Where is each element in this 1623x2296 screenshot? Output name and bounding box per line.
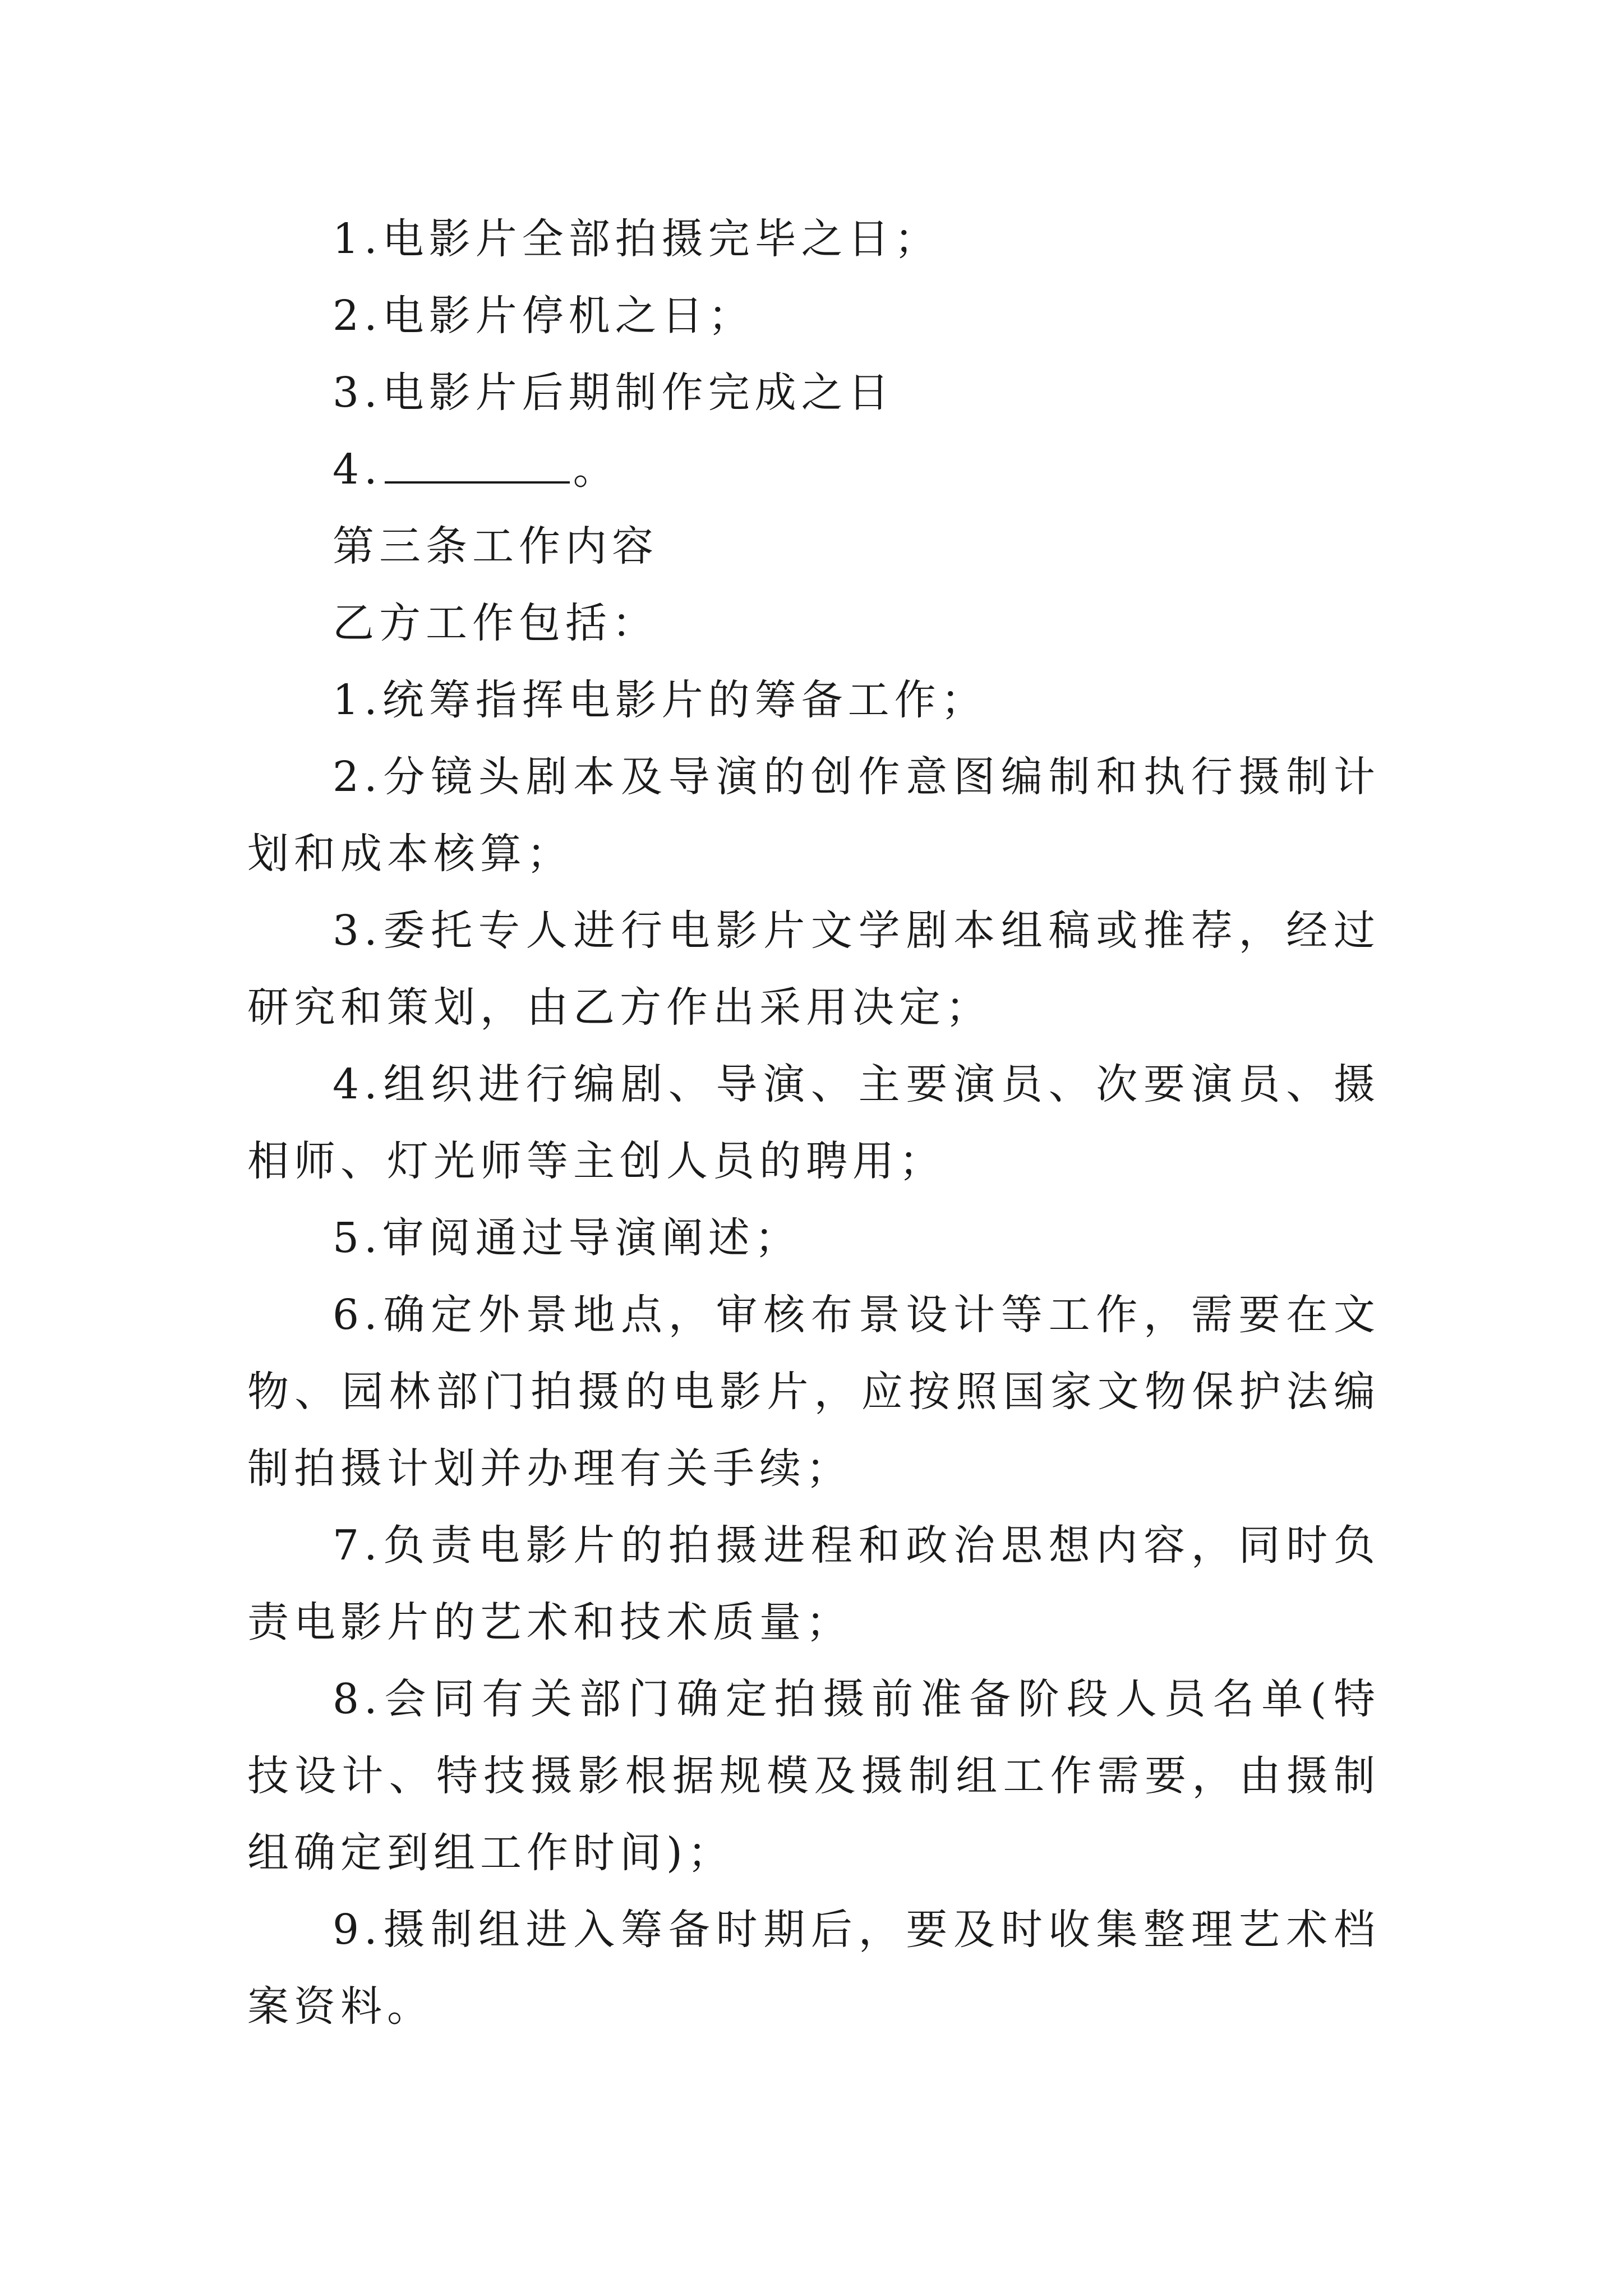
- article-title: 第三条工作内容: [333, 522, 658, 570]
- duty-item-4: 4.组织进行编剧、导演、主要演员、次要演员、摄相师、灯光师等主创人员的聘用；: [247, 1060, 1380, 1185]
- duty-item-6: 6.确定外景地点，审核布景设计等工作，需要在文物、园林部门拍摄的电影片，应按照国家文物保护法编制拍摄计划并办理有关手续；: [247, 1291, 1380, 1493]
- document-body: [247, 201, 1380, 2045]
- duty-item-9: 9.摄制组进入筹备时期后，要及时收集整理艺术档案资料。: [247, 1906, 1380, 2031]
- duty-item-1: 1.统筹指挥电影片的筹备工作；: [333, 676, 988, 724]
- duty-item-7: 7.负责电影片的拍摄进程和政治思想内容，同时负责电影片的艺术和技术质量；: [247, 1521, 1380, 1646]
- duty-item-2: 2.分镜头剧本及导演的创作意图编制和执行摄制计划和成本核算；: [247, 753, 1380, 878]
- end-item-4-prefix: 4.: [333, 445, 382, 494]
- end-item-1: 1.电影片全部拍摄完毕之日；: [333, 215, 941, 263]
- end-item-2: 2.电影片停机之日；: [333, 292, 755, 340]
- duty-item-3: 3.委托专人进行电影片文学剧本组稿或推荐，经过研究和策划，由乙方作出采用决定；: [247, 907, 1380, 1032]
- duty-item-5: 5.审阅通过导演阐述；: [333, 1214, 801, 1262]
- end-item-3: 3.电影片后期制作完成之日: [333, 369, 895, 417]
- end-item-4: [247, 431, 1380, 508]
- duties-intro: 乙方工作包括：: [333, 599, 658, 647]
- fill-in-blank: [385, 442, 570, 484]
- end-item-4-suffix: 。: [573, 445, 620, 494]
- duty-item-8: 8.会同有关部门确定拍摄前准备阶段人员名单(特技设计、特技摄影根据规模及摄制组工作需要，由摄制组确定到组工作时间)；: [247, 1675, 1380, 1877]
